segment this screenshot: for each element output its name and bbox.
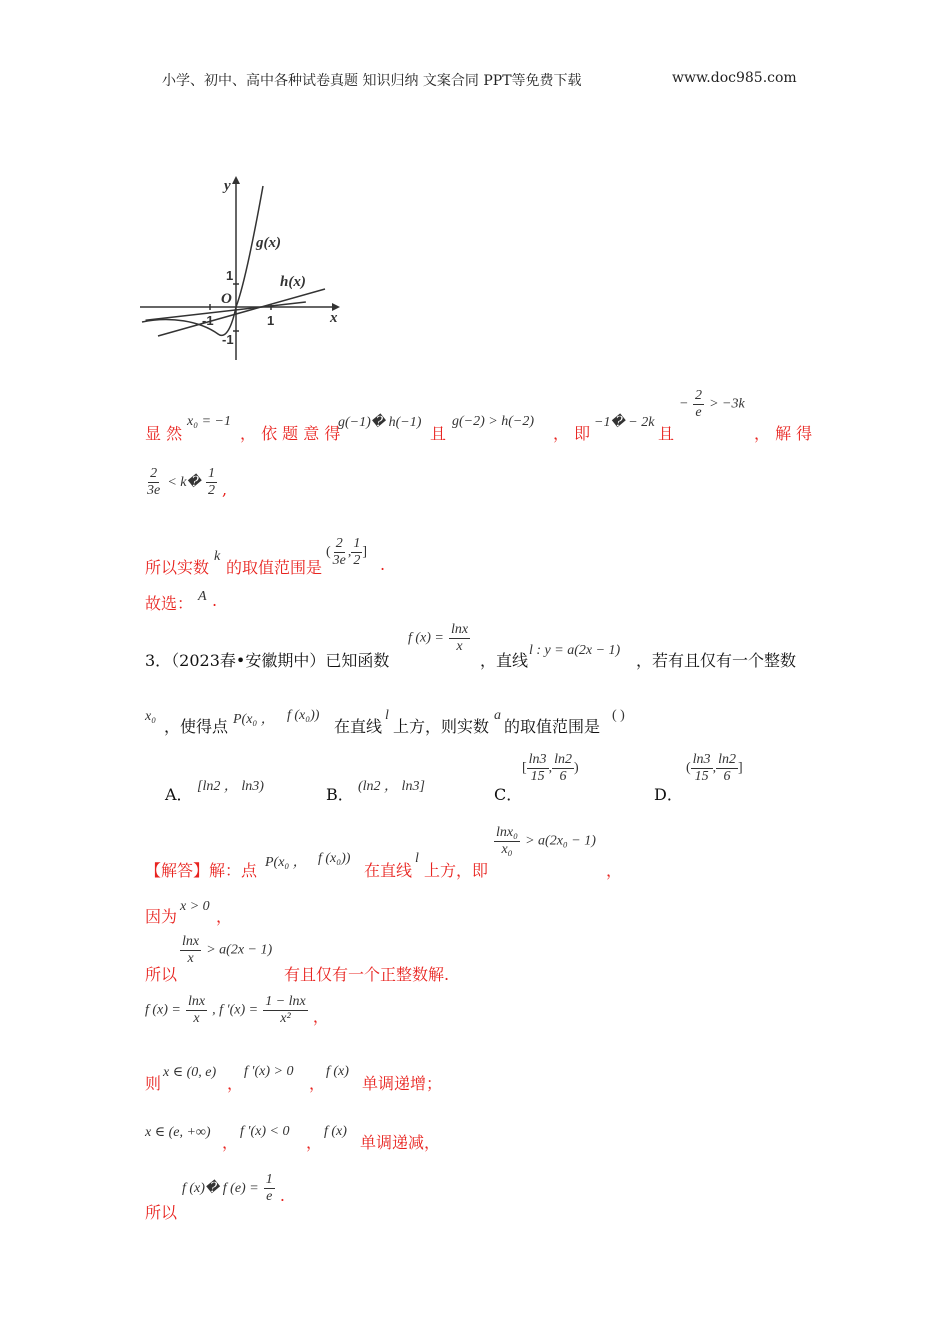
answer-text: 有且仅有一个正整数解. [284,965,450,984]
answer-math: x > 0 [180,899,210,914]
answer-text: 在直线 [364,861,413,880]
q3-stem: 的取值范围是 [504,717,601,736]
sol2-text: 且 [430,424,447,443]
sol2-text: ， 依 题 意 得 [240,424,341,443]
q3-a: a [494,708,501,723]
tick-label-1-y: 1 [226,268,234,283]
answer-text: ， [306,1133,323,1152]
answer-text: 所以 [145,1203,178,1222]
answer-ineq: $\frac{\text{lnx₀}}{\text{x₀}}$ > a(2x₀ − 1) [496,825,596,858]
header-right: www.doc985.com [672,70,797,86]
answer-math: f (x) [326,1064,349,1079]
q3-line: l : y = a(2x − 1) [529,643,621,658]
sol2-text: ， 解 得 [754,424,813,443]
option-b-value: (ln2 ， ln3] [358,779,425,794]
sol2-math: x₀ = −1 [187,414,231,429]
sol2-k: k [214,549,221,564]
option-a-value: [ln2 ， ln3) [197,779,264,794]
sol2-ineq: − $\frac{2}{e}$ > −3k [680,388,745,421]
sol2-text: ， 即 [553,424,591,443]
answer-ineq2: $\frac{\ln x}{x}$ > a(2x − 1) [182,934,273,967]
answer-point: P(x₀ ， [265,855,307,870]
sol2-text: 显 然 [145,424,183,443]
sol2-period: . [380,555,386,574]
answer-l: l [415,851,419,866]
function-graph [140,176,350,366]
answer-text: 因为 [145,907,178,926]
sol2-range-text: 所以实数 [145,558,210,577]
option-c-value: [ $\frac{\ln 3}{15}$ , $\frac{\ln 2}{6}$ ) [522,752,579,785]
option-b-label: B． [326,785,354,804]
tick-label-neg1-x: -1 [202,313,214,328]
option-d-label: D． [654,785,683,804]
sol2-choice-text: 故选： [145,594,194,613]
sol2-range-text: 的取值范围是 [226,558,323,577]
sol2-math: g(−2) > h(−2) [452,414,534,429]
q3-x0: x₀ [145,709,157,724]
answer-text: ， [309,1074,326,1093]
header-left: 小学、初中、高中各种试卷真题 知识归纳 文案合同 PPT等免费下载 [162,73,582,89]
tick-label-1-x: 1 [267,313,275,328]
sol2-math: −1� − 2k [594,415,655,430]
answer-math: f ′(x) < 0 [240,1124,290,1139]
answer-math: f ′(x) > 0 [244,1064,294,1079]
answer-math: x ∈ (e, +∞) [145,1125,211,1140]
answer-text: 单调递减， [360,1133,441,1152]
h-label: h(x) [280,274,306,290]
y-axis-label: y [224,178,231,194]
sol2-math: g(−1)� h(−1) [338,415,422,430]
sol2-interval: ( $\frac{2}{3e}$ , $\frac{1}{2}$ ] [326,536,368,569]
answer-point-f: f (x₀)) [318,851,351,866]
q3-point: P(x₀ ， [233,712,275,727]
answer-text: 【解答】解：点 [145,861,258,880]
answer-max: f (x)� f (e) = $\frac{1}{e}$ . [182,1172,285,1206]
option-d-value: ( $\frac{\ln 3}{15}$ , $\frac{\ln 2}{6}$ ] [686,752,743,785]
answer-math: x ∈ (0, e) [163,1065,217,1080]
answer-text: 则 [145,1074,162,1093]
answer-text: ， [222,1133,239,1152]
answer-text: 单调递增； [362,1074,443,1093]
origin-label: O [221,291,232,307]
option-a-label: A． [165,785,193,804]
answer-text: ， [227,1074,244,1093]
q3-stem: 上方，则实数 [393,717,490,736]
q3-l: l [385,708,389,723]
h-line-1 [158,289,325,336]
answer-text: ， [216,907,233,926]
q3-point-f: f (x₀)) [287,708,320,723]
q3-stem: 3．（2023春•安徽期中）已知函数 [145,651,390,670]
g-label: g(x) [256,235,281,251]
option-c-label: C． [494,785,523,804]
sol2-text: 且 [658,424,675,443]
answer-derivative: f (x) = $\frac{\ln x}{x}$ , f ′(x) = $\frac{1 - \ln x}{\text{x²}}$ ， [145,994,329,1027]
answer-math: f (x) [324,1124,347,1139]
q3-stem: ，若有且仅有一个整数 [636,651,797,670]
sol2-choice: A [198,589,207,604]
x-axis-label: x [330,310,338,326]
q3-stem: ，使得点 [164,717,229,736]
q3-blank: ( ) [612,708,625,723]
tick-label-neg1-y: -1 [222,332,234,347]
answer-text: 所以 [145,965,178,984]
q3-stem: 在直线 [334,717,383,736]
y-arrow [232,176,240,184]
sol2-k-range: $\frac{2}{3e}$ < k� $\frac{1}{2}$ , [147,466,228,500]
q3-stem: ，直线 [480,651,529,670]
answer-text: ， [606,861,623,880]
sol2-period: . [212,591,218,610]
q3-function: f (x) = $\frac{\ln x}{x}$ [408,622,469,655]
answer-text: 上方，即 [424,861,489,880]
